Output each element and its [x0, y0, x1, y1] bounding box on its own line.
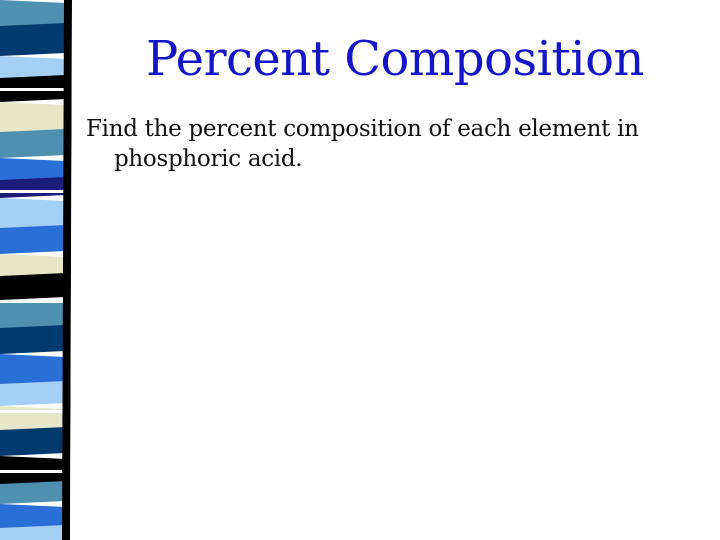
stripe-band [0, 427, 66, 456]
stripe-band [0, 481, 66, 504]
slide-body-text: Find the percent composition of each element in phosphoric acid. [86, 116, 639, 172]
stripe-band [0, 225, 66, 254]
stripe-gap [0, 410, 66, 413]
stripe-band [0, 177, 66, 198]
slide-title: Percent Composition [146, 31, 644, 87]
decorative-stripe-bar [0, 0, 80, 540]
stripe-band [0, 129, 66, 158]
stripe-band [0, 381, 66, 406]
stripe-gap [0, 190, 66, 193]
stripe-band [0, 23, 66, 56]
stripe-band [0, 273, 66, 300]
stripe-gap [0, 88, 66, 91]
stripe-gap [0, 470, 66, 473]
stripe-band [0, 325, 66, 354]
stripe-gap [0, 300, 66, 303]
